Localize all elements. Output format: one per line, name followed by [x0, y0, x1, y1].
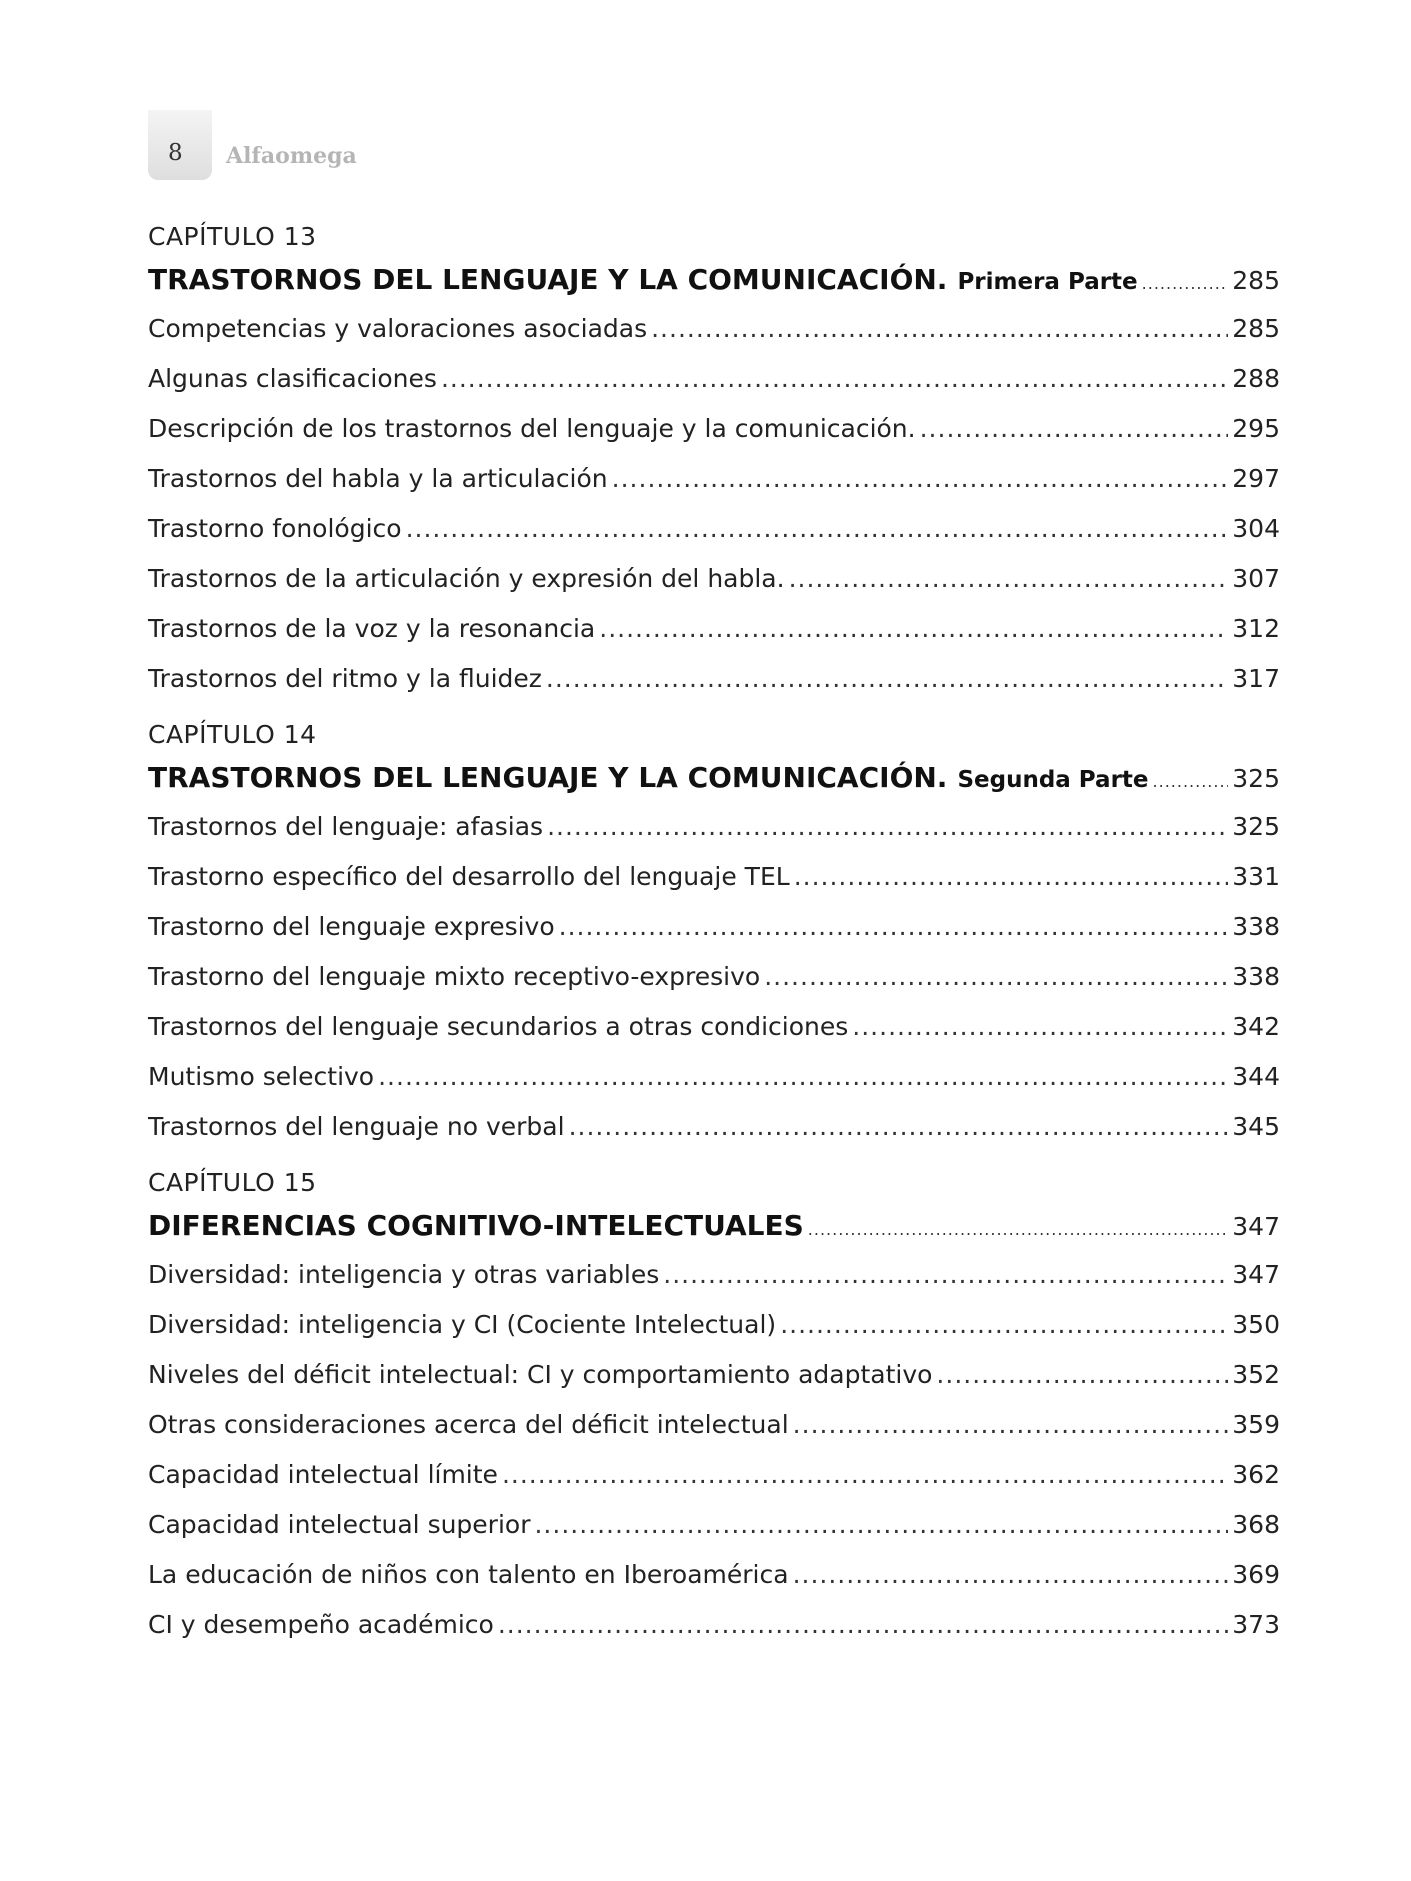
- toc-entry-page-number: 325: [1232, 812, 1280, 841]
- dot-leader: [794, 852, 1229, 902]
- toc-entry-title: Diversidad: inteligencia y CI (Cociente Intelectual): [148, 1310, 777, 1339]
- dot-leader: [559, 902, 1229, 952]
- toc-entry[interactable]: [148, 1102, 1280, 1152]
- toc-entry-page-number: 345: [1232, 1112, 1280, 1141]
- table-of-contents: [148, 218, 1280, 1662]
- chapter-title: TRASTORNOS DEL LENGUAJE Y LA COMUNICACIÓN.: [148, 761, 948, 794]
- toc-entry-page-number: 304: [1232, 514, 1280, 543]
- toc-entry-page-number: 362: [1232, 1460, 1280, 1489]
- toc-entry-page-number: 352: [1232, 1360, 1280, 1389]
- chapter-heading-row[interactable]: [148, 256, 1280, 304]
- dot-leader: [651, 304, 1228, 354]
- dot-leader: [663, 1250, 1228, 1300]
- toc-entry[interactable]: [148, 1002, 1280, 1052]
- chapter-subtitle: Segunda Parte: [957, 767, 1149, 793]
- toc-entry[interactable]: [148, 604, 1280, 654]
- toc-entry[interactable]: [148, 404, 1280, 454]
- dot-leader: [1142, 260, 1229, 308]
- dot-leader: [936, 1350, 1228, 1400]
- dot-leader: [378, 1052, 1228, 1102]
- dot-leader: [612, 454, 1229, 504]
- toc-entry-page-number: 344: [1232, 1062, 1280, 1091]
- toc-entry[interactable]: [148, 1450, 1280, 1500]
- toc-entry-title: Diversidad: inteligencia y otras variables: [148, 1260, 660, 1289]
- toc-entry[interactable]: [148, 504, 1280, 554]
- toc-entry-title: La educación de niños con talento en Iberoamérica: [148, 1560, 789, 1589]
- dot-leader: [793, 1550, 1229, 1600]
- dot-leader: [920, 404, 1229, 454]
- toc-entry-page-number: 285: [1232, 314, 1280, 343]
- toc-entry[interactable]: [148, 1300, 1280, 1350]
- toc-entry-title: Trastornos del lenguaje: afasias: [148, 812, 544, 841]
- chapter-label: CAPÍTULO 13: [148, 222, 317, 251]
- toc-entry-title: Capacidad intelectual límite: [148, 1460, 498, 1489]
- toc-entry[interactable]: [148, 802, 1280, 852]
- chapter-section: [148, 218, 1280, 704]
- dot-leader: [780, 1300, 1228, 1350]
- chapter-title: DIFERENCIAS COGNITIVO-INTELECTUALES: [148, 1209, 804, 1242]
- chapter-page-number: 347: [1232, 1212, 1280, 1241]
- toc-entry[interactable]: [148, 654, 1280, 704]
- toc-entry-title: Trastornos de la articulación y expresión del habla.: [148, 564, 785, 593]
- chapter-page-number: 325: [1232, 764, 1280, 793]
- dot-leader: [546, 654, 1228, 704]
- dot-leader: [789, 554, 1229, 604]
- toc-entry-page-number: 312: [1232, 614, 1280, 643]
- dot-leader: [547, 802, 1228, 852]
- toc-entry[interactable]: [148, 952, 1280, 1002]
- toc-entry[interactable]: [148, 1600, 1280, 1650]
- dot-leader: [569, 1102, 1229, 1152]
- toc-entry-page-number: 338: [1232, 912, 1280, 941]
- toc-entry-title: Descripción de los trastornos del lenguaje y la comunicación.: [148, 414, 916, 443]
- toc-entry[interactable]: [148, 454, 1280, 504]
- toc-entry-page-number: 359: [1232, 1410, 1280, 1439]
- toc-entry-page-number: 331: [1232, 862, 1280, 891]
- toc-entry-title: Trastorno específico del desarrollo del lenguaje TEL: [148, 862, 790, 891]
- toc-entry-title: Algunas clasificaciones: [148, 364, 437, 393]
- toc-entry[interactable]: [148, 1350, 1280, 1400]
- chapter-section: [148, 716, 1280, 1152]
- toc-entry[interactable]: [148, 1400, 1280, 1450]
- chapter-heading-row[interactable]: [148, 754, 1280, 802]
- toc-entry-title: Trastorno del lenguaje expresivo: [148, 912, 555, 941]
- chapter-heading-row[interactable]: [148, 1202, 1280, 1250]
- publisher-name: Alfaomega: [226, 143, 357, 169]
- chapter-title: TRASTORNOS DEL LENGUAJE Y LA COMUNICACIÓN.: [148, 263, 948, 296]
- toc-entry-page-number: 307: [1232, 564, 1280, 593]
- toc-entry[interactable]: [148, 1052, 1280, 1102]
- toc-entry-title: Trastornos del lenguaje no verbal: [148, 1112, 565, 1141]
- toc-entry-page-number: 368: [1232, 1510, 1280, 1539]
- toc-entry-title: Mutismo selectivo: [148, 1062, 375, 1091]
- toc-entry-title: Trastornos del habla y la articulación: [148, 464, 608, 493]
- toc-entry-page-number: 338: [1232, 962, 1280, 991]
- toc-entry-page-number: 350: [1232, 1310, 1280, 1339]
- dot-leader: [764, 952, 1228, 1002]
- toc-entry-title: CI y desempeño académico: [148, 1610, 494, 1639]
- toc-entry[interactable]: [148, 354, 1280, 404]
- toc-entry-title: Otras consideraciones acerca del déficit intelectual: [148, 1410, 789, 1439]
- toc-entry-page-number: 369: [1232, 1560, 1280, 1589]
- dot-leader: [599, 604, 1228, 654]
- toc-entry[interactable]: [148, 554, 1280, 604]
- dot-leader: [808, 1206, 1228, 1254]
- toc-entry[interactable]: [148, 304, 1280, 354]
- toc-entry[interactable]: [148, 1500, 1280, 1550]
- toc-entry-title: Trastornos del ritmo y la fluidez: [148, 664, 542, 693]
- dot-leader: [502, 1450, 1228, 1500]
- toc-entry-page-number: 373: [1232, 1610, 1280, 1639]
- toc-entry-page-number: 342: [1232, 1012, 1280, 1041]
- toc-entry-title: Capacidad intelectual superior: [148, 1510, 531, 1539]
- chapter-label: CAPÍTULO 15: [148, 1168, 317, 1197]
- toc-entry-title: Competencias y valoraciones asociadas: [148, 314, 648, 343]
- toc-entry[interactable]: [148, 902, 1280, 952]
- chapter-label: CAPÍTULO 14: [148, 720, 317, 749]
- page-number: 8: [168, 140, 183, 166]
- toc-entry[interactable]: [148, 1250, 1280, 1300]
- toc-entry-page-number: 288: [1232, 364, 1280, 393]
- toc-entry-title: Trastornos de la voz y la resonancia: [148, 614, 596, 643]
- dot-leader: [793, 1400, 1229, 1450]
- toc-entry[interactable]: [148, 1550, 1280, 1600]
- toc-entry-page-number: 317: [1232, 664, 1280, 693]
- toc-entry-title: Trastorno fonológico: [148, 514, 402, 543]
- dot-leader: [852, 1002, 1228, 1052]
- dot-leader: [1153, 758, 1229, 806]
- toc-entry-page-number: 347: [1232, 1260, 1280, 1289]
- toc-entry[interactable]: [148, 852, 1280, 902]
- dot-leader: [498, 1600, 1228, 1650]
- toc-entry-title: Trastorno del lenguaje mixto receptivo-expresivo: [148, 962, 761, 991]
- dot-leader: [441, 354, 1228, 404]
- toc-entry-page-number: 297: [1232, 464, 1280, 493]
- dot-leader: [406, 504, 1229, 554]
- toc-entry-page-number: 295: [1232, 414, 1280, 443]
- chapter-subtitle: Primera Parte: [957, 269, 1138, 295]
- chapter-page-number: 285: [1232, 266, 1280, 295]
- dot-leader: [534, 1500, 1228, 1550]
- chapter-section: [148, 1164, 1280, 1650]
- toc-entry-title: Trastornos del lenguaje secundarios a otras condiciones: [148, 1012, 849, 1041]
- toc-entry-title: Niveles del déficit intelectual: CI y comportamiento adaptativo: [148, 1360, 933, 1389]
